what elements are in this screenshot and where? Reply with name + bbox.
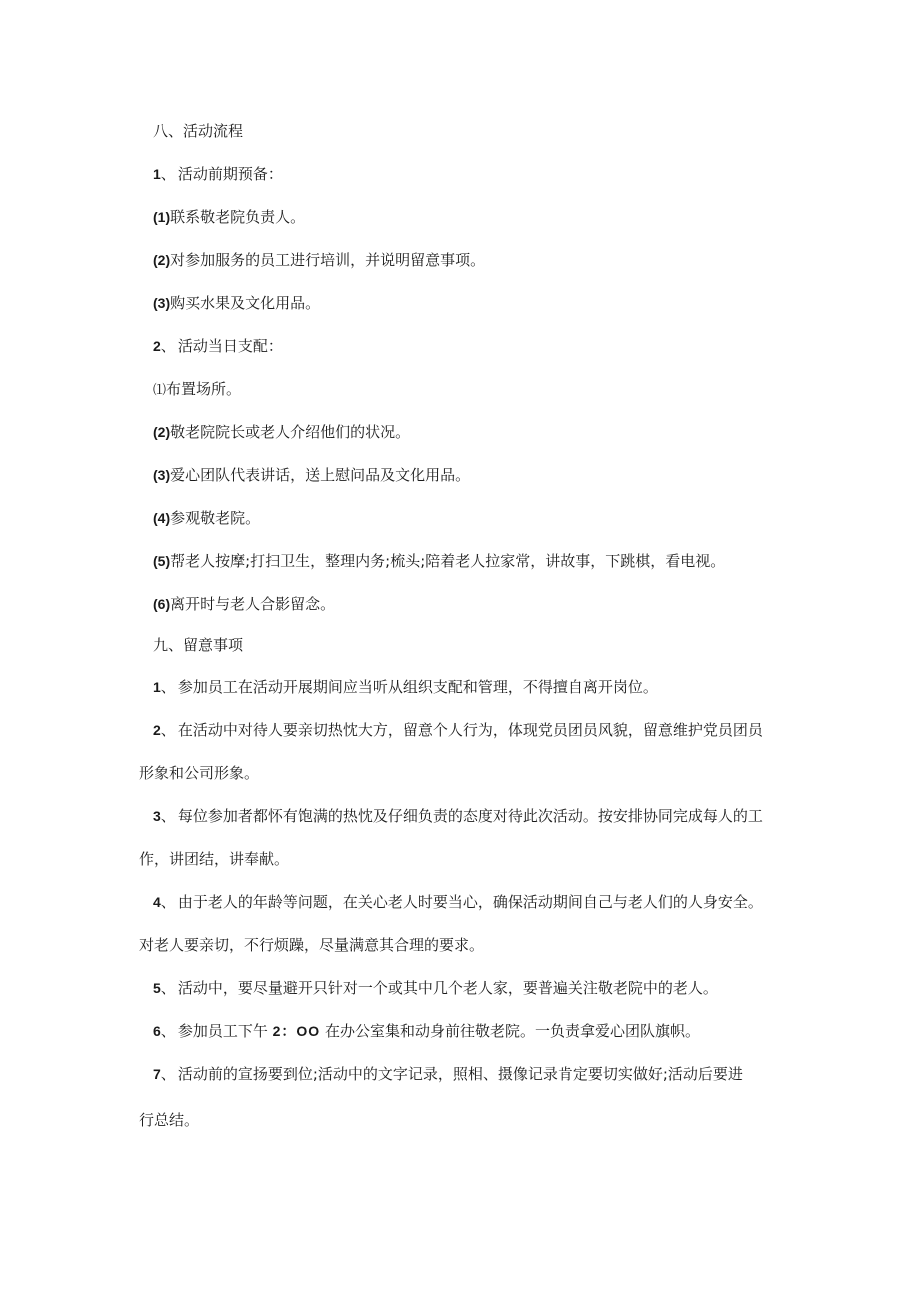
note-separator: 、 xyxy=(160,1065,176,1083)
list-item-number: (2) xyxy=(153,424,171,440)
note-separator: 、 xyxy=(160,1022,176,1040)
note-number: 6 xyxy=(153,1023,161,1039)
list-item-number: ⑴ xyxy=(153,383,167,398)
list-item xyxy=(153,292,320,314)
note-item xyxy=(153,1020,700,1042)
note-time: 2：OO xyxy=(272,1023,321,1039)
note-separator: 、 xyxy=(160,979,176,997)
list-item-text: 爱心团队代表讲话，送上慰问品及文化用品。 xyxy=(170,466,471,484)
step-1-heading xyxy=(153,163,283,185)
note-separator: 、 xyxy=(160,893,176,911)
list-item xyxy=(153,593,335,615)
note-separator: 、 xyxy=(160,807,176,825)
list-item xyxy=(153,550,725,572)
note-text: 活动中，要尽量避开只针对一个或其中几个老人家，要普遍关注敬老院中的老人。 xyxy=(177,979,718,997)
note-number: 7 xyxy=(153,1066,161,1082)
note-text: 参加员工下午 xyxy=(177,1022,268,1040)
note-item xyxy=(153,719,763,741)
list-item-text: 购买水果及文化用品。 xyxy=(170,294,321,312)
section-heading-notes: 九、留意事项 xyxy=(153,636,244,654)
note-text-continued: 形象和公司形象。 xyxy=(139,764,260,782)
note-text-continued: 作，讲团结，讲奉献。 xyxy=(139,850,290,868)
note-separator: 、 xyxy=(160,721,176,739)
list-item xyxy=(153,507,260,529)
list-item-text: 布置场所。 xyxy=(166,380,242,398)
note-text: 每位参加者都怀有饱满的热忱及仔细负责的态度对待此次活动。按安排协同完成每人的工 xyxy=(177,807,763,825)
note-number: 5 xyxy=(153,980,161,996)
step-2-title: 活动当日支配： xyxy=(177,337,283,355)
note-item xyxy=(153,805,763,827)
note-text: 由于老人的年龄等问题，在关心老人时要当心，确保活动期间自己与老人们的人身安全。 xyxy=(177,893,763,911)
note-text: 参加员工在活动开展期间应当听从组织支配和管理，不得擅自离开岗位。 xyxy=(177,678,658,696)
list-item xyxy=(153,206,305,228)
step-2-heading xyxy=(153,335,283,357)
list-item xyxy=(153,378,241,402)
step-1-title: 活动前期预备： xyxy=(177,165,283,183)
list-item-number: (6) xyxy=(153,596,171,612)
note-item xyxy=(153,891,763,913)
note-text: 活动前的宣扬要到位;活动中的文字记录，照相、摄像记录肯定要切实做好;活动后要进 xyxy=(177,1065,743,1083)
list-item-number: (1) xyxy=(153,209,171,225)
list-item xyxy=(153,464,470,486)
note-item xyxy=(153,1063,743,1085)
note-text: 在活动中对待人要亲切热忱大方，留意个人行为，体现党员团员风貌，留意维护党员团员 xyxy=(177,721,763,739)
list-item-number: (3) xyxy=(153,467,171,483)
list-item-text: 敬老院院长或老人介绍他们的状况。 xyxy=(170,423,411,441)
list-item xyxy=(153,249,485,271)
note-item xyxy=(153,676,658,698)
step-1-number: 1 xyxy=(153,166,161,182)
list-item-text: 对参加服务的员工进行培训，并说明留意事项。 xyxy=(170,251,486,269)
list-item-number: (2) xyxy=(153,252,171,268)
note-item xyxy=(153,977,718,999)
section-heading-activity-flow: 八、活动流程 xyxy=(153,122,244,140)
list-item-text: 离开时与老人合影留念。 xyxy=(170,595,336,613)
list-item-text: 参观敬老院。 xyxy=(170,509,261,527)
step-1-separator: 、 xyxy=(160,165,176,183)
list-item-text: 联系敬老院负责人。 xyxy=(170,208,306,226)
step-2-separator: 、 xyxy=(160,337,176,355)
list-item-text: 帮老人按摩;打扫卫生，整理内务;梳头;陪着老人拉家常，讲故事，下跳棋，看电视。 xyxy=(170,552,726,570)
note-text: 在办公室集和动身前往敬老院。一负责拿爱心团队旗帜。 xyxy=(324,1022,700,1040)
note-number: 4 xyxy=(153,894,161,910)
step-2-number: 2 xyxy=(153,338,161,354)
note-number: 2 xyxy=(153,722,161,738)
note-text-continued: 对老人要亲切，不行烦躁，尽量满意其合理的要求。 xyxy=(139,936,485,954)
note-number: 1 xyxy=(153,679,161,695)
note-separator: 、 xyxy=(160,678,176,696)
list-item-number: (5) xyxy=(153,553,171,569)
note-text-continued: 行总结。 xyxy=(139,1111,200,1129)
list-item xyxy=(153,421,410,443)
list-item-number: (4) xyxy=(153,510,171,526)
list-item-number: (3) xyxy=(153,295,171,311)
note-number: 3 xyxy=(153,808,161,824)
